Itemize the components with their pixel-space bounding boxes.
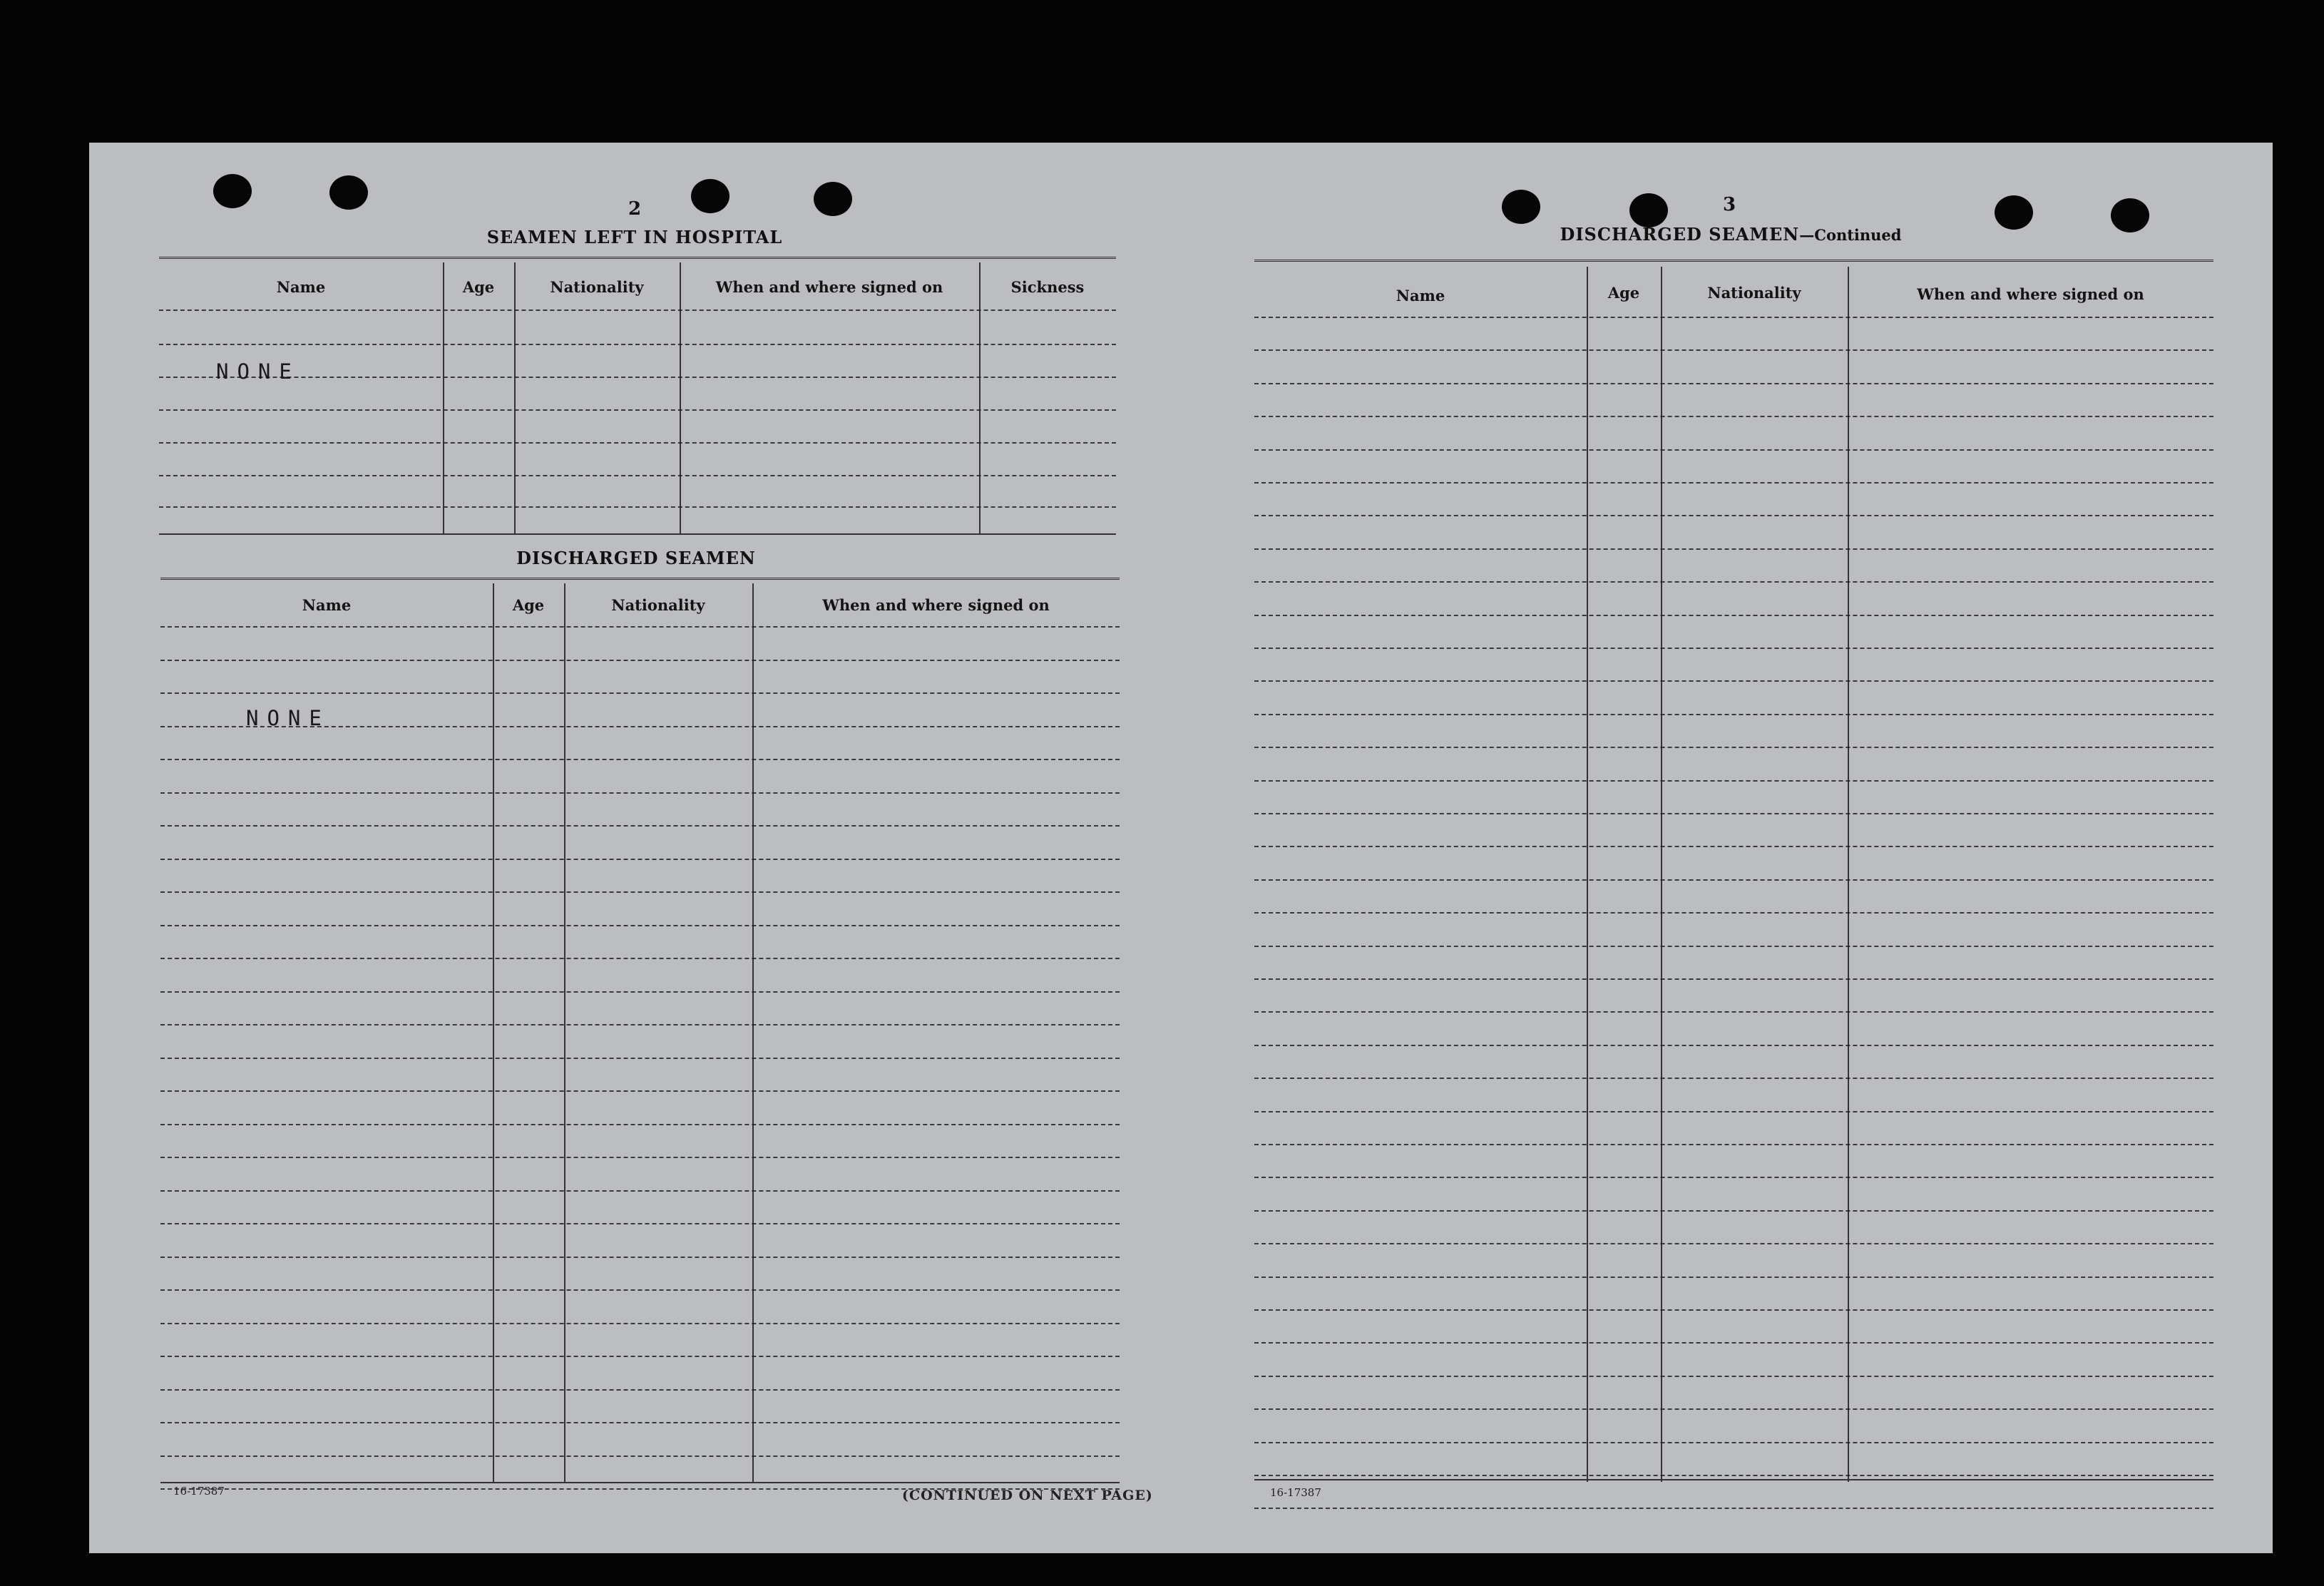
col-header-age: Age [512,596,545,614]
ruled-line [160,1389,1120,1391]
ruled-line [160,891,1120,893]
col-header-nationality: Nationality [550,278,644,296]
col-header-signed-on: When and where signed on [1917,285,2144,303]
page-number-left: 2 [628,198,642,220]
discharged-continued-title [1560,224,1902,245]
col-header-nationality: Nationality [611,596,705,614]
hospital-entry-none: NONE [216,359,300,384]
ruled-line [1254,1309,2213,1311]
ruled-line [1254,581,2213,583]
punch-hole [1995,195,2033,230]
ruled-line [1254,1475,2213,1476]
discharged-entry-none: NONE [246,706,330,730]
ruled-line [1254,747,2213,748]
ruled-line [1254,1408,2213,1410]
ruled-line [1254,912,2213,914]
ruled-line [160,1058,1120,1059]
ruled-line [1254,349,2213,351]
form-number-right: 16-17387 [1270,1486,1321,1499]
ruled-line [160,1157,1120,1158]
title-main: DISCHARGED SEAMEN [1560,224,1800,245]
ruled-line [1254,615,2213,616]
ruled-line [1254,978,2213,980]
ruled-line [1254,1078,2213,1079]
ruled-line [160,692,1120,694]
ruled-line [160,1356,1120,1357]
hospital-section-title: SEAMEN LEFT IN HOSPITAL [486,227,783,247]
ruled-line [1254,680,2213,682]
form-number-left: 16-17387 [173,1485,225,1498]
ruled-line [160,1455,1120,1457]
col-header-signed-on: When and where signed on [715,278,943,296]
ruled-line [1254,1144,2213,1145]
discharged-section-title: DISCHARGED SEAMEN [516,548,756,568]
form-sheet [89,143,2273,1553]
col-header-sickness: Sickness [1010,278,1085,296]
ruled-line [160,759,1120,760]
ruled-line [160,1124,1120,1125]
ruled-line [1254,846,2213,847]
punch-hole [2111,198,2149,232]
ruled-line [160,792,1120,794]
punch-hole [213,174,252,208]
punch-hole [691,179,730,213]
col-header-age: Age [1607,284,1640,302]
ruled-line [1254,648,2213,649]
ruled-line [1254,416,2213,417]
discharged-continued-table [1254,260,2213,1482]
ruled-line [1254,1177,2213,1178]
ruled-line [1254,813,2213,814]
page-number-right: 3 [1722,194,1736,215]
title-continued: —Continued [1799,226,1902,244]
ruled-line [1254,879,2213,881]
ruled-line [160,1422,1120,1423]
col-header-name: Name [276,278,326,296]
ruled-line [1254,1045,2213,1046]
ruled-line [160,1257,1120,1258]
ruled-line [1254,449,2213,451]
ruled-line [1254,1243,2213,1244]
col-header-name: Name [1396,287,1445,305]
ruled-line [160,1024,1120,1025]
punch-hole [329,175,368,210]
ruled-line [160,1190,1120,1192]
ruled-line [1254,1442,2213,1443]
ruled-line [1254,1210,2213,1212]
col-header-name: Name [302,596,352,614]
ruled-line [1254,1277,2213,1278]
ruled-line [1254,1011,2213,1013]
ruled-line [1254,1376,2213,1377]
punch-hole [1502,190,1540,224]
ruled-line [1254,714,2213,715]
punch-hole [1629,193,1668,227]
ruled-line [160,1323,1120,1324]
ruled-line [160,1090,1120,1092]
col-header-nationality: Nationality [1707,284,1801,302]
ruled-line [1254,946,2213,947]
ruled-line [160,825,1120,827]
ruled-line [1254,780,2213,782]
ruled-line [160,626,1120,628]
ruled-line [1254,482,2213,484]
ruled-line [160,925,1120,926]
ruled-line [1254,383,2213,384]
ruled-line [1254,515,2213,516]
ruled-line [160,1223,1120,1224]
ruled-line [1254,317,2213,318]
ruled-line [160,660,1120,661]
ruled-line [1254,1508,2213,1509]
ruled-line [160,991,1120,993]
ruled-line [1254,1342,2213,1344]
punch-hole [814,182,852,216]
continued-note: (CONTINUED ON NEXT PAGE) [902,1488,1153,1503]
ruled-line [1254,548,2213,550]
ruled-line [160,1289,1120,1291]
ruled-line [160,958,1120,959]
col-header-signed-on: When and where signed on [822,596,1050,614]
col-header-age: Age [462,278,495,296]
ruled-line [1254,1111,2213,1112]
ruled-line [160,859,1120,860]
